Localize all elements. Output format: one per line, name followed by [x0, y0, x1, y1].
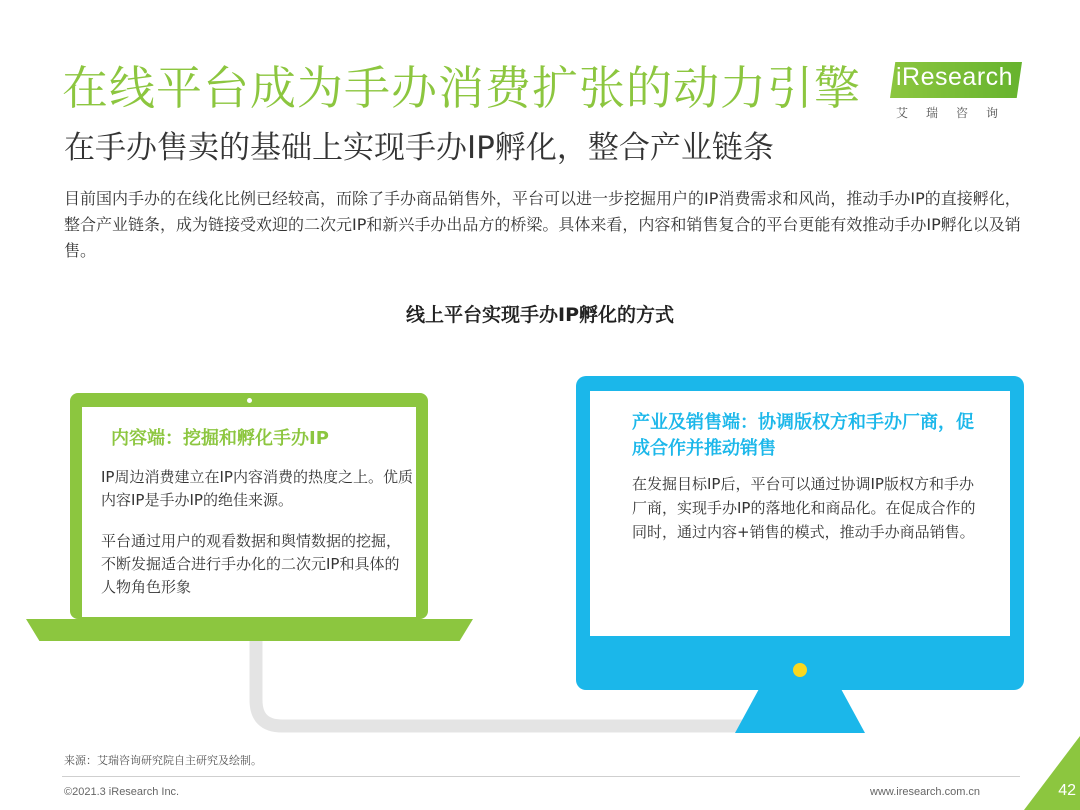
monitor-power-dot [793, 663, 807, 677]
copyright: ©2021.3 iResearch Inc. [64, 786, 180, 798]
laptop-paragraph-2: 平台通过用户的观看数据和舆情数据的挖掘，不断发掘适合进行手办化的二次元IP和具体的人物角色形象 [101, 532, 402, 596]
laptop-heading: 内容端：挖掘和孵化手办IP [111, 428, 329, 449]
diagram-title: 线上平台实现手办IP孵化的方式 [406, 304, 674, 326]
monitor-heading: 产业及销售端：协调版权方和手办厂商，促成合作并推动销售 [632, 412, 974, 459]
intro-paragraph: 目前国内手办的在线化比例已经较高，而除了手办商品销售外，平台可以进一步挖掘用户的IP消费需求和风尚，推动手办IP的直接孵化，整合产业链条，成为链接受欢迎的二次元IP和新兴手办出品方的桥梁。具体来看，内容和销售复合的平台更能有效推动手办IP孵化以及销售。 [64, 189, 1021, 260]
website-link[interactable]: www.iresearch.com.cn [870, 786, 981, 798]
source-note: 来源：艾瑞咨询研究院自主研究及绘制。 [64, 754, 262, 767]
laptop-base [26, 619, 473, 641]
logo-wordmark: iResearch [896, 63, 1014, 91]
footer-divider [62, 776, 1020, 777]
laptop-paragraph-1: IP周边消费建立在IP内容消费的热度之上。优质内容IP是手办IP的绝佳来源。 [101, 468, 413, 509]
monitor-paragraph: 在发掘目标IP后，平台可以通过协调IP版权方和手办厂商，实现手办IP的落地化和商品化。在促成合作的同时，通过内容+销售的模式，推动手办商品销售。 [632, 475, 976, 541]
page-number: 42 [1058, 782, 1076, 799]
page-title: 在线平台成为手办消费扩张的动力引擎 [62, 61, 861, 115]
page-subtitle: 在手办售卖的基础上实现手办IP孵化，整合产业链条 [64, 130, 774, 166]
laptop-camera-dot [247, 398, 252, 403]
logo-subtitle: 艾瑞咨询 [896, 106, 1017, 120]
